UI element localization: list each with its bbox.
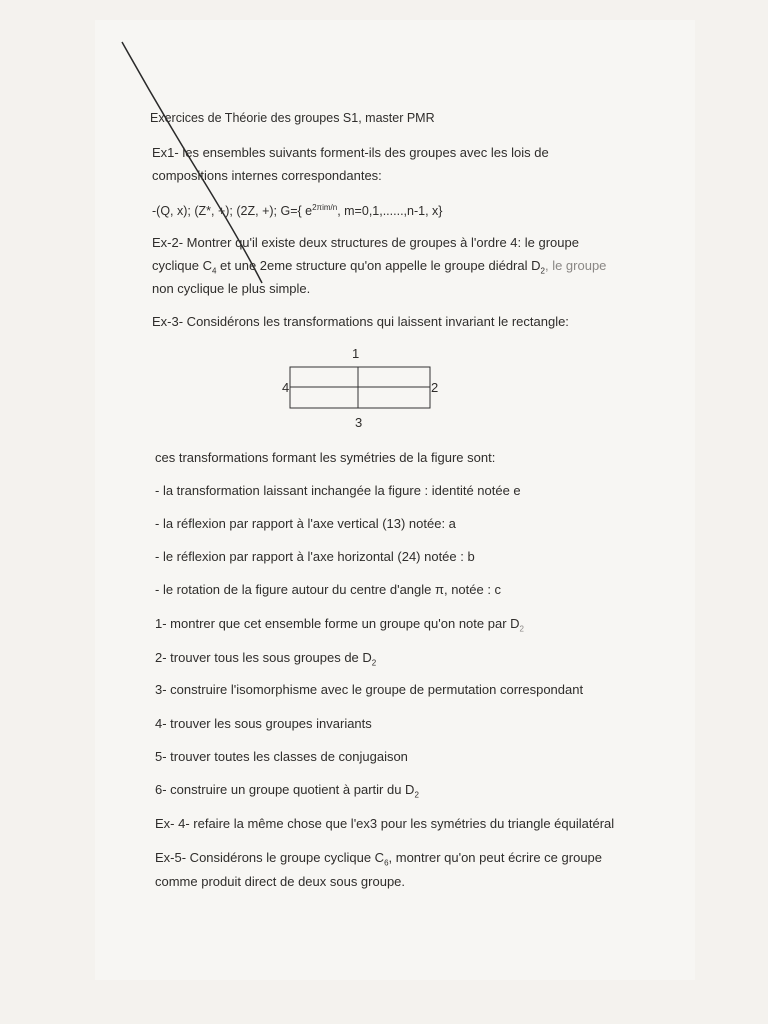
ex1-sets xyxy=(152,200,442,219)
q2-text: 2- trouver tous les sous groupes de D xyxy=(155,650,372,665)
ex1-label: Ex1- xyxy=(152,145,179,160)
ex2-line1 xyxy=(152,235,579,251)
ex1-text1: les ensembles suivants forment-ils des groupes avec les lois de xyxy=(178,145,549,160)
fig-label-bottom: 3 xyxy=(355,415,363,430)
q1-text: 1- montrer que cet ensemble forme un groupe qu'on note par D xyxy=(155,616,520,631)
ex4-label: Ex- 4- xyxy=(155,816,190,831)
fig-label-top: 1 xyxy=(352,346,360,361)
ex2-line2 xyxy=(152,258,606,280)
ex2-text1: Montrer qu'il existe deux structures de groupes à l'ordre 4: le groupe xyxy=(183,235,579,250)
ex1-sets-text: -(Q, x); (Z*, +); (2Z, +); G={ e xyxy=(152,204,313,219)
ex3-question-2 xyxy=(155,650,376,672)
rectangle-figure xyxy=(280,345,450,430)
q2-sub: 2 xyxy=(371,658,377,668)
ex5-text1b: , montrer qu'on peut écrire ce groupe xyxy=(388,850,603,865)
ex3-question-1 xyxy=(155,616,524,638)
fig-label-left: 4 xyxy=(282,380,290,395)
ex2-text2b: et une 2eme structure qu'on appelle le groupe diédral D xyxy=(216,258,541,273)
ex3-item-2: - la réflexion par rapport à l'axe vertical (13) notée: a xyxy=(155,516,456,531)
ex3-question-6 xyxy=(155,782,419,804)
q6-text: 6- construire un groupe quotient à partir du D xyxy=(155,782,415,797)
ex1-line1 xyxy=(152,145,549,161)
ex1-sets-tail: , m=0,1,......,n-1, x} xyxy=(337,204,443,219)
ex3-label: Ex-3- xyxy=(152,314,184,329)
ex5-sub-c6: 6 xyxy=(384,858,389,868)
ex5-line2: comme produit direct de deux sous groupe. xyxy=(155,874,406,889)
ex3-item-1: - la transformation laissant inchangée la figure : identité notée e xyxy=(155,483,521,498)
ex3-line1 xyxy=(152,314,569,330)
ex2-text2a: cyclique C xyxy=(152,258,212,273)
ex1-exponent: 2πim/n xyxy=(312,203,338,212)
ex2-sub-d2: 2 xyxy=(540,266,545,276)
ex4-line1 xyxy=(155,816,614,832)
ex3-item-4: - le rotation de la figure autour du centre d'angle π, notée : c xyxy=(155,582,502,597)
ex4-text1: refaire la même chose que l'ex3 pour les symétries du triangle équilatéral xyxy=(189,816,615,831)
ex3-intro: ces transformations formant les symétries de la figure sont: xyxy=(155,450,496,465)
fig-label-right: 2 xyxy=(431,380,439,395)
ex3-text1: Considérons les transformations qui laissent invariant le rectangle: xyxy=(183,314,569,329)
q6-sub: 2 xyxy=(414,790,419,800)
q1-sub: 2 xyxy=(519,624,524,634)
ex3-question-3: 3- construire l'isomorphisme avec le groupe de permutation correspondant xyxy=(155,682,584,697)
ex2-line3: non cyclique le plus simple. xyxy=(152,281,311,296)
document-title: Exercices de Théorie des groupes S1, master PMR xyxy=(150,111,435,125)
ex3-question-4: 4- trouver les sous groupes invariants xyxy=(155,716,372,731)
ex1-line2: compositions internes correspondantes: xyxy=(152,168,382,183)
ex3-item-3: - le réflexion par rapport à l'axe horizontal (24) notée : b xyxy=(155,549,475,564)
ex2-label: Ex-2- xyxy=(152,235,184,250)
ex2-text2c: , le groupe xyxy=(544,258,607,273)
ex2-sub-c4: 4 xyxy=(211,266,217,276)
paper-sheet xyxy=(95,20,695,980)
ex5-line1 xyxy=(155,850,602,872)
ex3-question-5: 5- trouver toutes les classes de conjugaison xyxy=(155,749,408,764)
ex5-label: Ex-5- xyxy=(155,850,187,865)
ex5-text1a: Considérons le groupe cyclique C xyxy=(186,850,385,865)
